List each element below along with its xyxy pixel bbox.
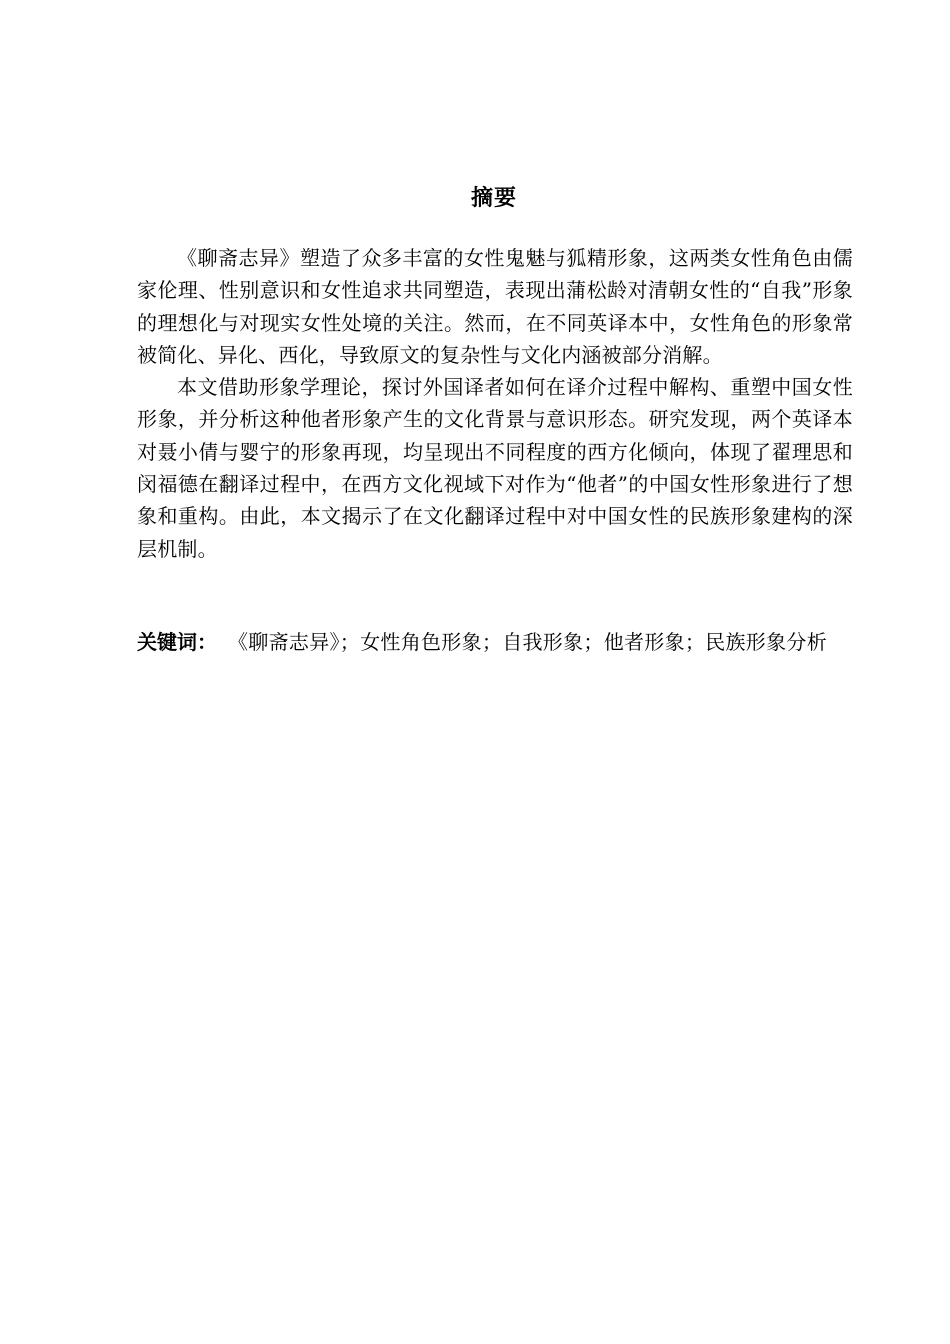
- abstract-body: [137, 242, 853, 565]
- keywords-value: 《聊斋志异》；女性角色形象；自我形象；他者形象；民族形象分析: [228, 630, 827, 654]
- abstract-paragraph-2: 本文借助形象学理论，探讨外国译者如何在译介过程中解构、重塑中国女性形象，并分析这种他者形象产生的文化背景与意识形态。研究发现，两个英译本对聂小倩与婴宁的形象再现，均呈现出不同程度的西方化倾向，体现了翟理思和闵福德在翻译过程中，在西方文化视域下对作为“他者”的中国女性形象进行了想象和重构。由此，本文揭示了在文化翻译过程中对中国女性的民族形象建构的深层机制。: [137, 375, 853, 561]
- abstract-title: 摘要: [470, 186, 517, 211]
- abstract-paragraph-1: 《聊斋志异》塑造了众多丰富的女性鬼魅与狐精形象，这两类女性角色由儒家伦理、性别意识和女性追求共同塑造，表现出蒲松龄对清朝女性的“自我”形象的理想化与对现实女性处境的关注。然而，在不同英译本中，女性角色的形象常被简化、异化、西化，导致原文的复杂性与文化内涵被部分消解。: [137, 246, 853, 367]
- keywords-label: 关键词：: [137, 630, 217, 654]
- keywords-block: [137, 626, 853, 658]
